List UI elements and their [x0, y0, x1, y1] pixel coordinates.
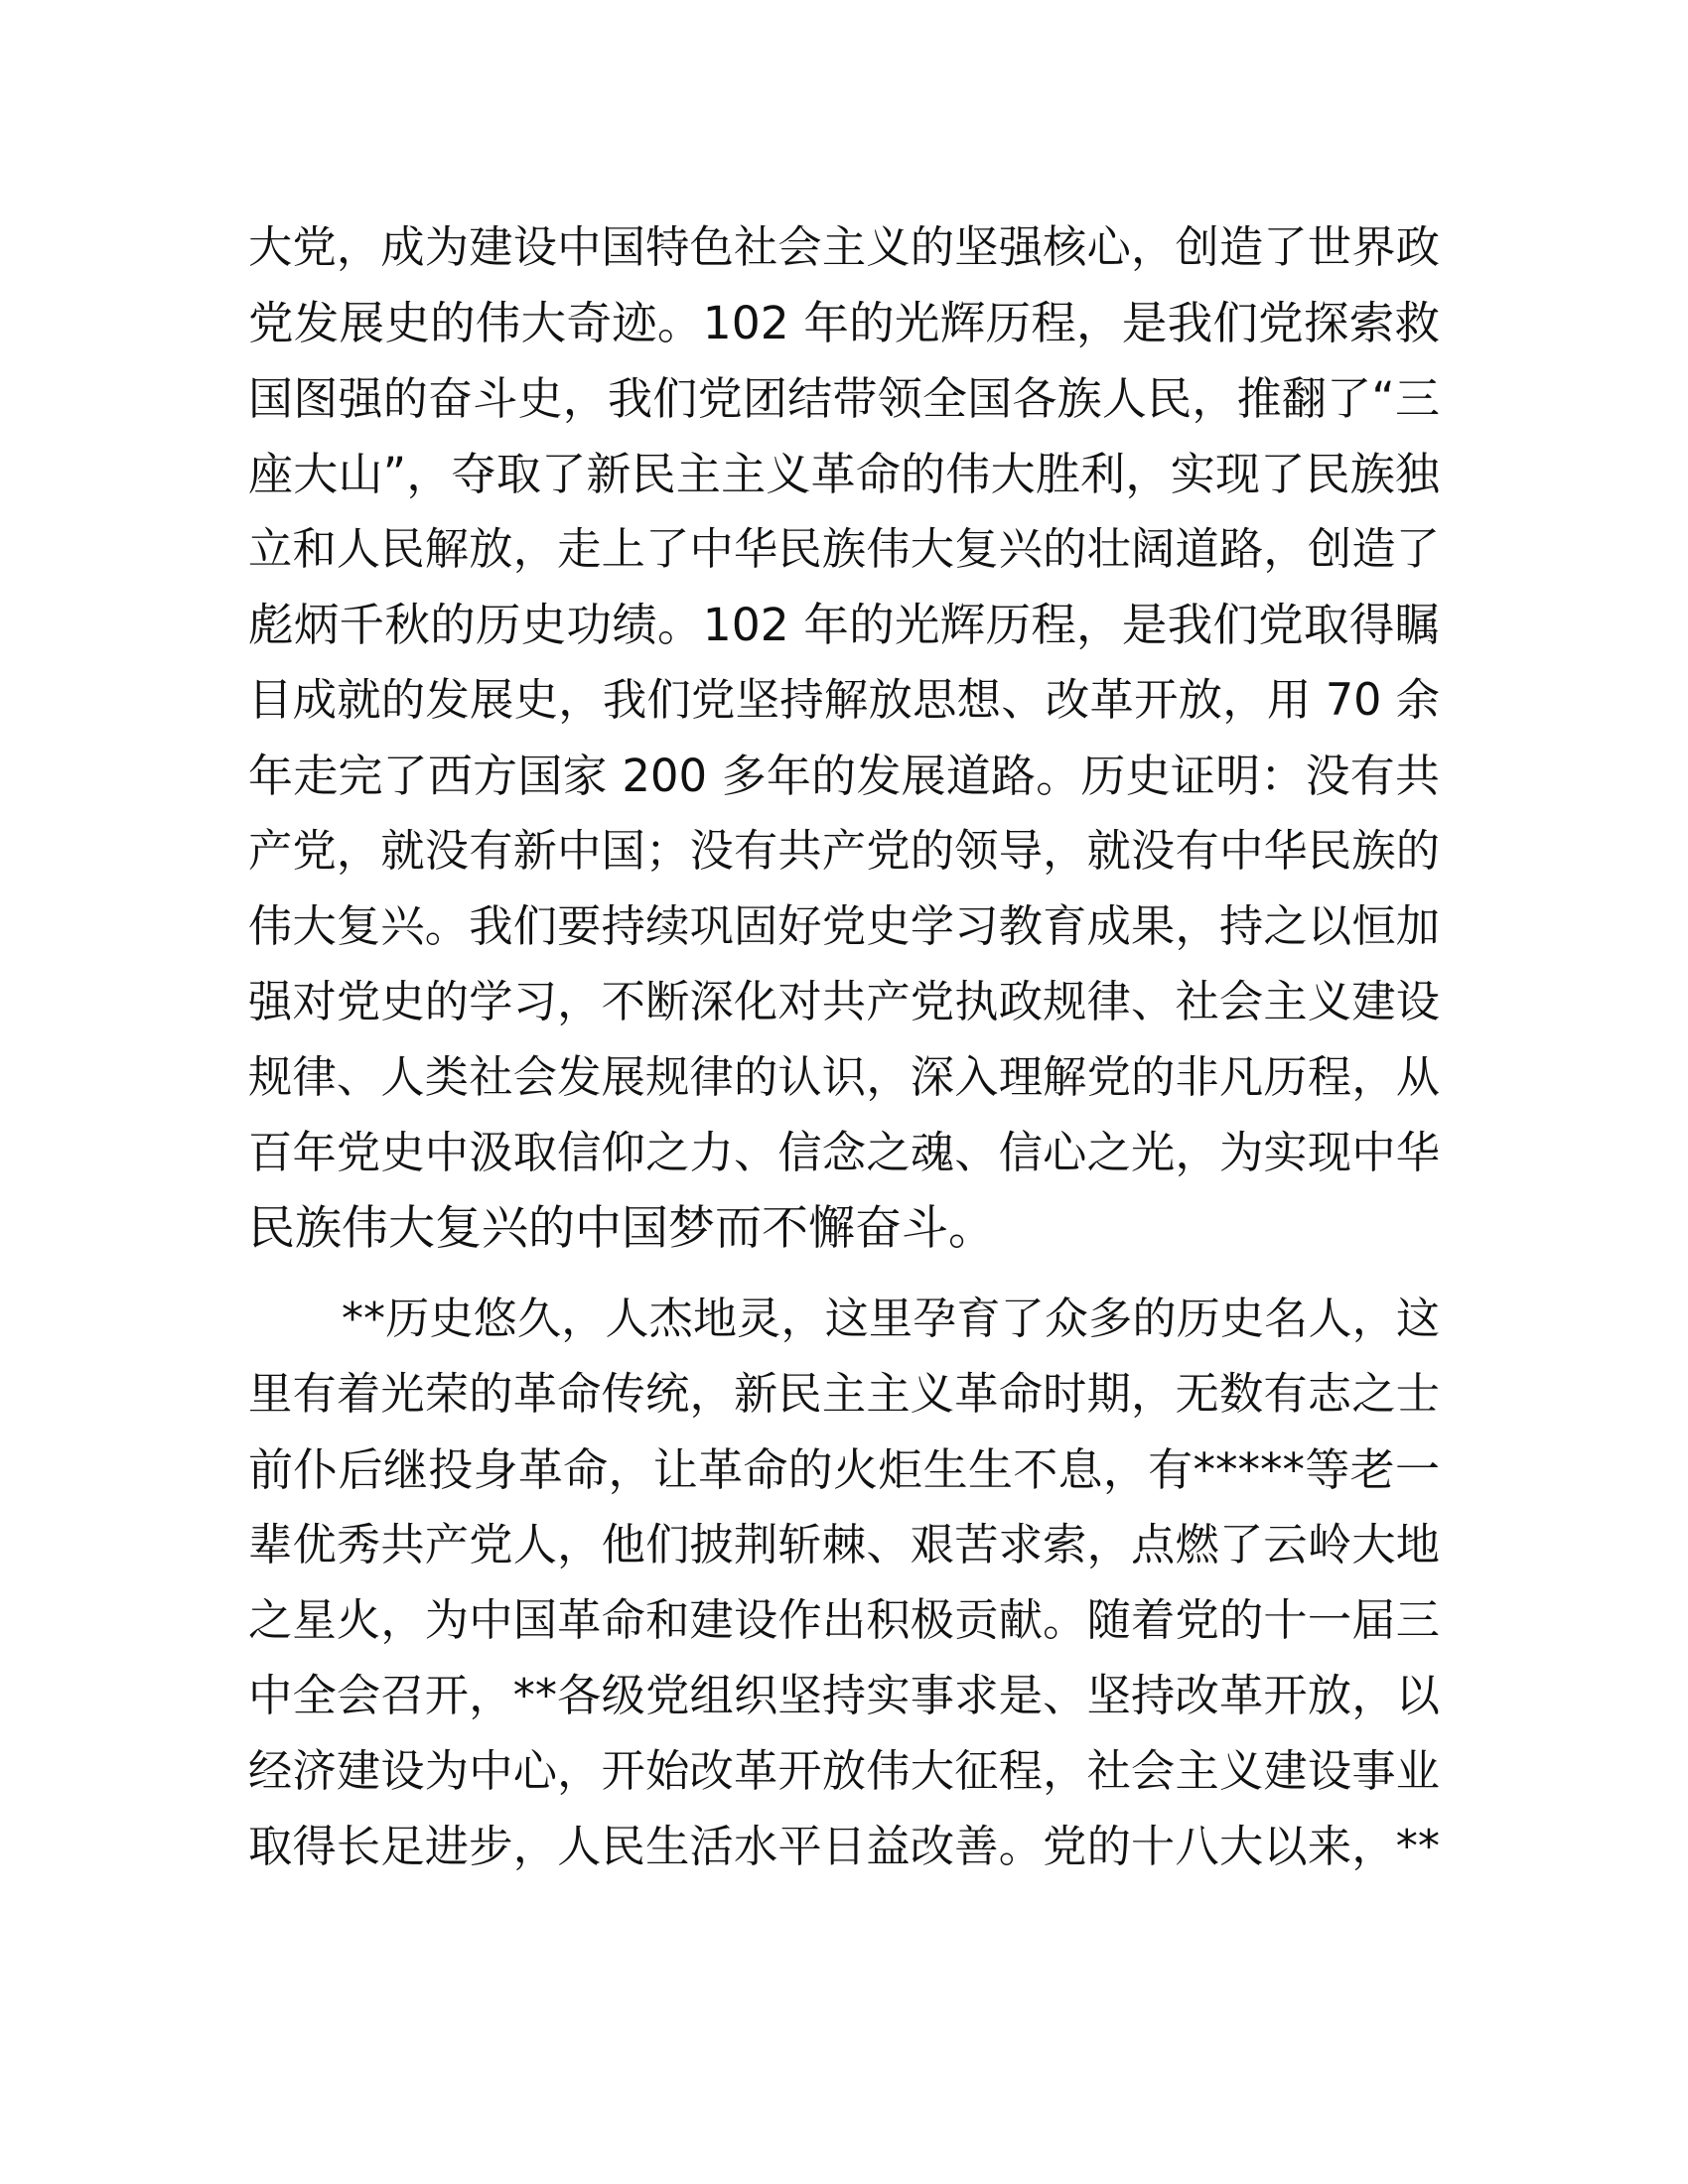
text-line: 强对党史的学习，不断深化对共产党执政规律、社会主义建设: [248, 977, 1440, 1027]
text-line: 目成就的发展史，我们党坚持解放思想、改革开放，用 70 余: [248, 675, 1440, 726]
text-line: **历史悠久，人杰地灵，这里孕育了众多的历史名人，这: [342, 1294, 1440, 1344]
text-line: 取得长足进步，人民生活水平日益改善。党的十八大以来，**: [248, 1822, 1440, 1872]
text-line: 立和人民解放，走上了中华民族伟大复兴的壮阔道路，创造了: [248, 524, 1440, 575]
text-line: 座大山”，夺取了新民主主义革命的伟大胜利，实现了民族独: [248, 448, 1440, 500]
text-line: 年走完了西方国家 200 多年的发展道路。历史证明：没有共: [248, 750, 1440, 802]
text-line: 党发展史的伟大奇迹。102 年的光辉历程，是我们党探索救: [248, 297, 1440, 349]
paragraph-spacer: [248, 1267, 1440, 1282]
paragraph-1: [248, 210, 1440, 1267]
text-line: 伟大复兴。我们要持续巩固好党史学习教育成果，持之以恒加: [248, 901, 1440, 952]
text-line: 前仆后继投身革命，让革命的火炬生生不息，有*****等老一: [248, 1443, 1440, 1496]
text-line: 产党，就没有新中国；没有共产党的领导，就没有中华民族的: [248, 826, 1440, 877]
body-text: [248, 210, 1440, 1885]
text-line: 国图强的奋斗史，我们党团结带领全国各族人民，推翻了“三: [248, 372, 1440, 425]
text-line: 辈优秀共产党人，他们披荆斩棘、艰苦求索，点燃了云岭大地: [248, 1520, 1440, 1570]
text-line: 中全会召开，**各级党组织坚持实事求是、坚持改革开放，以: [248, 1671, 1440, 1721]
text-line: 里有着光荣的革命传统，新民主主义革命时期，无数有志之士: [248, 1369, 1440, 1420]
text-line: 经济建设为中心，开始改革开放伟大征程，社会主义建设事业: [248, 1746, 1440, 1797]
text-line: 大党，成为建设中国特色社会主义的坚强核心，创造了世界政: [248, 222, 1440, 273]
text-line: 民族伟大复兴的中国梦而不懈奋斗。: [248, 1201, 995, 1256]
text-line: 规律、人类社会发展规律的认识，深入理解党的非凡历程，从: [248, 1052, 1440, 1103]
paragraph-2: [248, 1282, 1440, 1885]
text-line: 百年党史中汲取信仰之力、信念之魂、信心之光，为实现中华: [248, 1128, 1440, 1178]
text-line: 彪炳千秋的历史功绩。102 年的光辉历程，是我们党取得瞩: [248, 599, 1440, 651]
text-line: 之星火，为中国革命和建设作出积极贡献。随着党的十一届三: [248, 1595, 1440, 1646]
